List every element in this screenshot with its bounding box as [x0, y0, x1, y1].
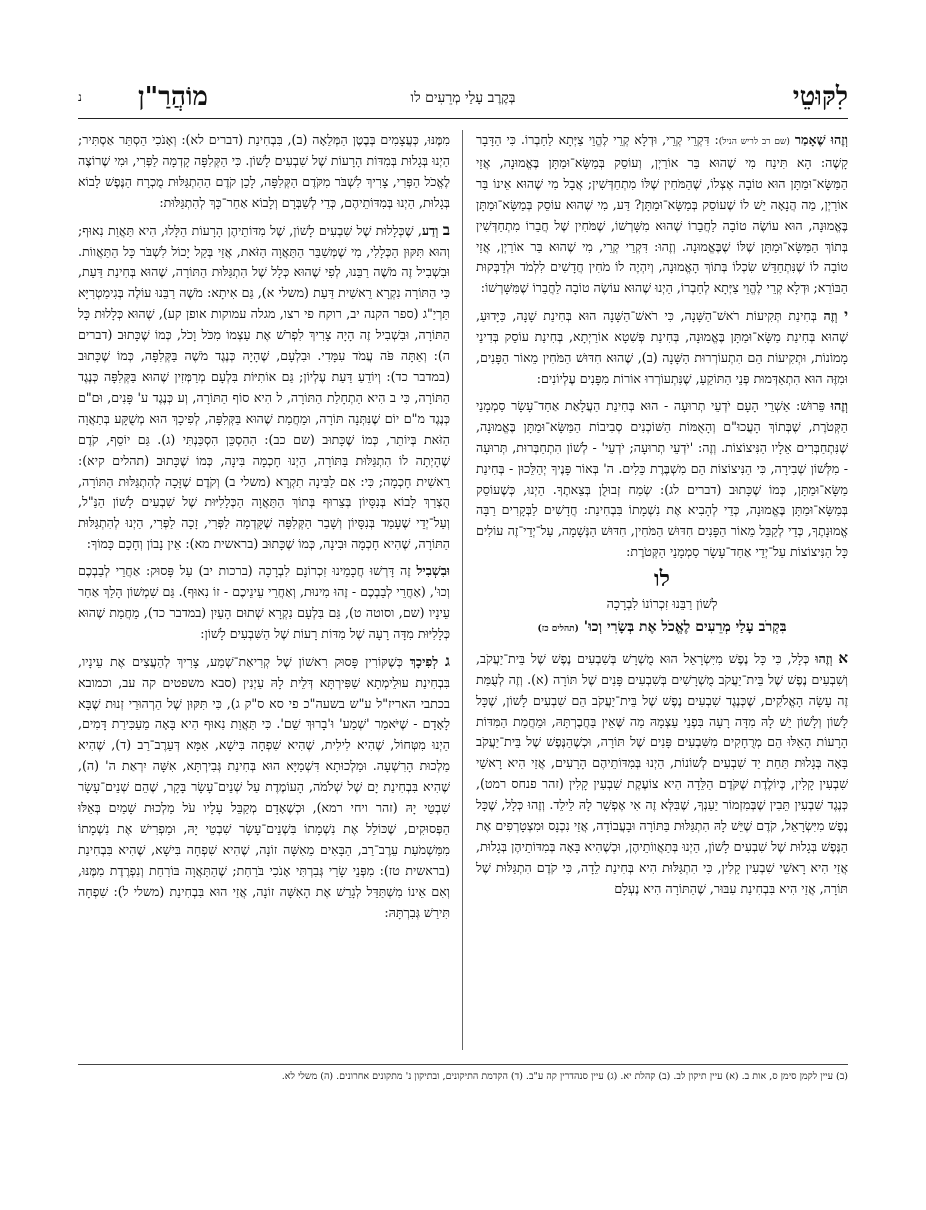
paragraph-lead: וְזֶהוּ	[815, 650, 833, 666]
paragraph	[78, 130, 450, 214]
book-title-left: מוֹהֲרַ"ן	[138, 82, 208, 112]
source-ref: (שם רב לריש הניל)	[718, 137, 790, 147]
paragraph-text: : דִּקְרֵי קְרֵי, וּדְלָא קְרֵי לֶהֱוֵי צַיְּתָא לַחַבְרוֹ. כִּי הַדָּבָר קָשֶׁה: הָא תִּינַח מִי שֶׁהוּא בַּר אוֹרַיְן, וְעוֹסֵק בְּמַשָּׂא־וּמַתָּן בֶּאֱמוּנָה, אֲזַי הַמַּשָּׂא־וּמַתָּן הוּא טוֹבָה אֶצְלוֹ, שֶׁהַמֹּחִין שֶׁלּוֹ מִתְחַדְּשִׁין; אֲבָל מִי שֶׁהוּא אֵינוֹ בַּר אוֹרַיְן, מַה הֲנָאָה יֵשׁ לוֹ שֶׁעוֹסֵק בְּמַשָּׂא־וּמַתָּן? דַּע, מִי שֶׁהוּא עוֹסֵק בְּמַשָּׂא־וּמַתָּן בֶּאֱמוּנָה, הוּא עוֹשֶׂה טוֹבָה לַחֲבֵרוֹ שֶׁהוּא מִשָּׁרְשׁוֹ, שֶׁמֹּחִין שֶׁל חֲבֵרוֹ מִתְחַדְּשִׁין בְּתוֹךְ הַמַּשָּׂא־וּמַתָּן שֶׁלּוֹ שֶׁבֶּאֱמוּנָה. וְזֶהוּ: דִּקְרֵי קְרֵי, מִי שֶׁהוּא בַּר אוֹרַיְן, אֲזַי טוֹבָה לוֹ שֶׁנִּתְחַדֵּשׁ שִׂכְלוֹ בְּתוֹךְ הָאֱמוּנָה, וְיִהְיֶה לוֹ מֹחִין חֲדָשִׁים לִלְמֹד וּלְדַבְּקוּת הַבּוֹרֵא; וּדְלָא קְרֵי לֶהֱוֵי צַיְּתָא לְחַבְרוֹ, הַיְנוּ שֶׁהוּא עוֹשֶׂה טוֹבָה לַחֲבֵרוֹ שֶׁמִּשָּׁרְשׁוֹ:	[476, 132, 848, 296]
left-column	[78, 130, 450, 1050]
paragraph-lead: וְזֶהוּ	[830, 397, 848, 413]
paragraph-text: כְּשֶׁקּוֹרִין פָּסוּק רִאשׁוֹן שֶׁל קְרִיאַת־שְׁמַע, צָרִיךְ לְהַעֲצִים אֶת עֵינָיו, בִּבְחִינַת עוּלֵימְתָא שַׁפִּירְתָּא דְּלֵית לָהּ עַיְנִין (סבא משפטים קה עב, וכמובא בכתבי האריז"ל ע"ש בשעה"כ פי סא ס"ק ג), כִּי תִּקּוּן שֶׁל הַרְהוּרֵי זְנוּת שֶׁבָּא לָאָדָם - שֶׁיֹּאמַר 'שְׁמַע' וּ'בָרוּךְ שֵׁם'. כִּי תַּאֲוַת נִאוּף הִיא בָּאָה מֵעַכִּירַת דָּמִים, הַיְנוּ מִטְּחוֹל, שֶׁהִיא לִילִית, שֶׁהִיא שִׁפְחָה בִּישָׁא, אִמָּא דְּעֵרֶב־רַב (ד), שֶׁהִיא מַלְכוּת הָרִשְׁעָה. וּמַלְכוּתָא דִּשְׁמַיָּא הוּא בְּחִינַת גְּבִירְתָּא, אִשָּׁה יִרְאַת ה' (ה), שֶׁהִיא בִּבְחִינַת יָם שֶׁל שְׁלֹמֹה, הָעוֹמֶדֶת עַל שְׁנֵים־עָשָׂר בָּקָר, שֶׁהֵם שְׁנֵים־עָשָׂר שִׁבְטֵי יָהּ (זהר ויחי רמא), וּכְשֶׁאָדָם מְקַבֵּל עָלָיו עֹל מַלְכוּת שָׁמַיִם בְּאֵלּוּ הַפְּסוּקִים, שֶׁכּוֹלֵל אֶת נִשְׁמָתוֹ בִּשְׁנֵים־עָשָׂר שִׁבְטֵי יָהּ, וּמַפְרִישׁ אֶת נִשְׁמָתוֹ מִמַּשְׁמֹעַת עֵרֶב־רַב, הַבָּאִים מֵאִשָּׁה זוֹנָה, שֶׁהִיא שִׁפְחָה בִּישָׁא, שֶׁהִיא בִּבְחִינַת (בראשית טז): מִפְּנֵי שָׂרַי גְּבִרְתִּי אָנֹכִי בֹּרַחַת; שֶׁהַתַּאֲוָה בּוֹרַחַת וְנִפְרֶדֶת מִמֶּנּוּ, וְאִם אֵינוֹ מִשְׁתַּדֵּל לְגָרֵשׁ אֶת הָאִשָּׁה זוֹנָה, אֲזַי הוּא בִּבְחִינַת (משלי ל): שִׁפְחָה תִּירַשׁ גְּבִרְתָּהּ:	[78, 653, 450, 920]
page-number: נ	[78, 90, 82, 104]
footnote-rule	[78, 1064, 848, 1065]
paragraph-lead: לְפִיכָךְ	[409, 653, 439, 669]
paragraph-lead: וְזֶה	[823, 308, 838, 324]
paragraph	[78, 561, 450, 645]
paragraph	[476, 130, 848, 299]
paragraph-text: , שֶׁכְּלָלוּת שֶׁל שִׁבְעִים לָשׁוֹן, שֶׁל מִדּוֹתֵיהֶן הָרָעוֹת הַלָּלוּ, הִיא תַּאֲוַת נִאוּף; וְהוּא תִּקּוּן הַכְּלָלִי, מִי שֶׁמְּשַׁבֵּר הַתַּאֲוָה הַזֹּאת, אֲזַי בְּקַל יָכוֹל לִשְׁבֹּר כָּל הַתַּאֲווֹת. וּבִשְׁבִיל זֶה מֹשֶׁה רַבֵּנוּ, לְפִי שֶׁהוּא כְּלָל שֶׁל הִתְגַּלּוּת הַתּוֹרָה, שֶׁהוּא בְּחִינַת דַּעַת, כִּי הַתּוֹרָה נִקְרָא רֵאשִׁית דַּעַת (משלי א), גַּם אִיתָא: מֹשֶׁה רַבֵּנוּ עוֹלֶה בְּגִימַטְרִיָּא תַּרְיַ"ג (ספר הקנה יב, רוקח פי רצו, מגלה עמוקות אופן קע), שֶׁהוּא כְּלָלוּת כָּל הַתּוֹרָה, וּבִשְׁבִיל זֶה הָיָה צָרִיךְ לִפְרֹשׁ אֶת עַצְמוֹ מִכֹּל וָכֹל, כְּמוֹ שֶׁכָּתוּב (דברים ה): וְאַתָּה פֹּה עֲמֹד עִמָּדִי. וּבִלְעָם, שֶׁהָיָה כְּנֶגֶד מֹשֶׁה בַּקְּלִפָּה, כְּמוֹ שֶׁכָּתוּב (במדבר כד): וְיוֹדֵעַ דַּעַת עֶלְיוֹן; גַּם אוֹתִיּוֹת בִּלְעָם מְרַמְּזִין שֶׁהוּא בַּקְּלִפָּה כְּנֶגֶד הַתּוֹרָה, כִּי ב הִיא הַתְחָלַת הַתּוֹרָה, ל הִיא סוֹף הַתּוֹרָה, וְע כְּנֶגֶד ע' פָּנִים, וּם"ם כְּנֶגֶד מ"ם יוֹם שֶׁנִּתְּנָה תּוֹרָה, וּמֵחֲמַת שֶׁהוּא בַּקְּלִפָּה, לְפִיכָךְ הוּא מְשֻׁקָּע בְּתַאֲוָה הַזֹּאת בְּיוֹתֵר, כְּמוֹ שֶׁכָּתוּב (שם כב): הַהַסְכֵּן הִסְכַּנְתִּי (ג). גַּם יוֹסֵף, קֹדֶם שֶׁהָיְתָה לוֹ הִתְגַּלּוּת בַּתּוֹרָה, הַיְנוּ חָכְמָה בִּינָה, כְּמוֹ שֶׁכָּתוּב (תהלים קיא): רֵאשִׁית חָכְמָה; כִּי: אִם לַבִּינָה תִקְרָא (משלי ב) וְקֹדֶם שֶׁזָּכָה לְהִתְגַּלּוּת הַתּוֹרָה, הֻצְרַךְ לָבוֹא בְּנִסָּיוֹן בְּצֵרוּף בְּתוֹךְ הַתַּאֲוָה הַכְּלָלִיּוּת שֶׁל שִׁבְעִים לָשׁוֹן הַנַּ"ל, וְעַל־יְדֵי שֶׁעָמַד בְּנִסָּיוֹן וְשָׁבַר הַקְּלִפָּה שֶׁקָּדְמָה לַפְּרִי, זָכָה לַפְּרִי, הַיְנוּ לְהִתְגַּלּוּת הַתּוֹרָה, שֶׁהִיא חָכְמָה וּבִינָה, כְּמוֹ שֶׁכָּתוּב (בראשית מא): אֵין נָבוֹן וְחָכָם כָּמוֹךָ:	[78, 222, 450, 552]
running-head: בְּקֶרֶב עָלַי מְרֵעִים לו	[410, 90, 516, 106]
paragraph-text: מִמֶּנּוּ, כְּעֲצָמִים בְּבֶטֶן הַמְּלֵאָה (ב), בִּבְחִינַת (דברים לא): וְאָנֹכִי הַסְתֵּר אַסְתִּיר; הַיְנוּ בְּגָלוּת בְּמִדּוֹת הָרָעוֹת שֶׁל שִׁבְעִים לָשׁוֹן. כִּי הַקְּלִפָּה קָדְמָה לַפְּרִי, וּמִי שֶׁרוֹצֶה לֶאֱכֹל הַפְּרִי, צָרִיךְ לִשְׁבֹּר מִקֹּדֶם הַקְּלִפָּה, לָכֵן קֹדֶם הַהִתְגַּלּוּת מֻכְרָח הַנֶּפֶשׁ לָבוֹא בְּגָלוּת, הַיְנוּ בְּמִדּוֹתֵיהֶם, כְּדֵי לְשַׁבְּרָם וְלָבוֹא אַחַר־כָּךְ לְהִתְגַּלּוּת:	[78, 132, 450, 210]
paragraph-lead: וְזֶהוּ שֶׁאָמַר	[794, 132, 848, 147]
paragraph	[78, 651, 450, 924]
chapter-subtitle: לְשׁוֹן רַבֵּנוּ זִכְרוֹנוֹ לִבְרָכָה	[606, 596, 718, 612]
paragraph-text: כְּלָל, כִּי כָּל נֶפֶשׁ מִיִּשְׂרָאֵל הוּא מֻשְׁרָשׁ בְּשִׁבְעִים נֶפֶשׁ שֶׁל בֵּית־יַעֲקֹב, וְשִׁבְעִים נֶפֶשׁ שֶׁל בֵּית־יַעֲקֹב מֻשְׁרָשִׁים בְּשִׁבְעִים פָּנִים שֶׁל תּוֹרָה (א). וְזֶה לְעֻמַּת זֶה עָשָׂה הָאֱלֹקִים, שֶׁכְּנֶגֶד שִׁבְעִים נֶפֶשׁ שֶׁל בֵּית־יַעֲקֹב הֵם שִׁבְעִים לָשׁוֹן, שֶׁכָּל לָשׁוֹן וְלָשׁוֹן יֵשׁ לָהּ מִדָּה רָעָה בִּפְנֵי עַצְמָהּ מַה שֶּׁאֵין בַּחֲבֶרְתָּהּ, וּמֵחֲמַת הַמִּדּוֹת הָרָעוֹת הָאֵלּוּ הֵם מְרֻחָקִים מִשִּׁבְעִים פָּנִים שֶׁל תּוֹרָה, וּכְשֶׁהַנֶּפֶשׁ שֶׁל בֵּית־יַעֲקֹב בָּאָה בְּגָלוּת תַּחַת יַד שִׁבְעִים לְשׁוֹנוֹת, הַיְנוּ בְּמִדּוֹתֵיהֶם הָרָעִים, אֲזַי הִיא רָאשֵׁי שִׁבְעִין קָלִין, כְּיוֹלֶדֶת שֶׁקֹּדֶם הַלֵּדָה הִיא צוֹעֶקֶת שִׁבְעִין קָלִין (זהר פנחס רמט), כְּנֶגֶד שִׁבְעִין תֵּבִין שֶׁבְּמִזְמוֹר יַעַנְךָ, שֶׁבִּלְּא זֶה אִי אֶפְשָׁר לָהּ לֵילֵד. וְזֶהוּ כְּלָל, שֶׁכָּל נֶפֶשׁ מִיִּשְׂרָאֵל, קֹדֶם שֶׁיֵּשׁ לָהּ הִתְגַּלּוּת בַּתּוֹרָה וּבָעֲבוֹדָה, אֲזַי נִכְנָס וּמִצְטָרְפִים אֶת הַנֶּפֶשׁ בְּגָלוּת שֶׁל שִׁבְעִים לָשׁוֹן, הַיְנוּ בְּתַאֲווֹתֵיהֶן, וּכְשֶׁהִיא בָּאָה בְּמִדּוֹתֵיהֶן בְּגָלוּת, אֲזַי הִיא רָאשֵׁי שִׁבְעִין קָלִין, כִּי הִתְגַּלּוּת הִיא בְּחִינַת לֵדָה, כִּי קֹדֶם הִתְגַּלּוּת שֶׁל תּוֹרָה, אֲזַי הִיא בִּבְחִינַת עִבּוּר, שֶׁהַתּוֹרָה הִיא נֶעְלָם	[476, 650, 848, 896]
footnotes: (ב) עיין לקמן סימן ס, אות ב. (א) עיין תיקון לב. (ב) קהלת יא. (ג) עיין סנהדרין קה ע"ב. (ד) הקדמת התיקונים, ובתיקון נ' מתקונים אחרונים. (ה) משלי לא.	[281, 1071, 848, 1082]
paragraph	[78, 220, 450, 556]
paragraph-lead: וְדַע	[421, 222, 439, 238]
right-column	[476, 130, 848, 1050]
paragraph-text: בְּחִינַת תְּקִיעוֹת רֹאשׁ־הַשָּׁנָה, כִּי רֹאשׁ־הַשָּׁנָה הוּא בְּחִינַת שָׁנָה, כַּיָּדוּעַ, שֶׁהוּא בְּחִינַת מַשָּׂא־וּמַתָּן בֶּאֱמוּנָה, בְּחִינַת פְּשִׁטָא אוֹרַיְתָא, בְּחִינַת עוֹסֵק בְּדִינֵי מָמוֹנוֹת, וּתְקִיעוֹת הֵם הִתְעוֹרְרוּת הַשָּׁנָה (ב), שֶׁהוּא חִדּוּשׁ הַמֹּחִין מֵאוֹר הַפָּנִים, וּמִזֶּה הוּא הִתְאַדְּמוּת פְּנֵי הַתּוֹקֵעַ, שֶׁנִּתְעוֹרְרוּ אוֹרוֹת מִפָּנִים עֶלְיוֹנִים:	[476, 308, 848, 386]
section-number: ב	[442, 220, 450, 239]
book-title-right: לִקּוּטֵי	[792, 82, 848, 112]
paragraph-lead: וּבִשְׁבִיל	[416, 563, 450, 579]
page-header	[78, 78, 848, 119]
column-divider	[462, 130, 463, 1050]
chapter-verse-ref: (תהלים כז)	[537, 623, 579, 634]
chapter-verse-text: בִּקְרֹב עָלַי מְרֵעִים לֶאֱכֹל אֶת בְּשָׂרִי וְכוּ'	[583, 618, 787, 635]
chapter-verse	[476, 617, 848, 640]
section-number: י	[844, 306, 848, 325]
paragraph	[476, 305, 848, 390]
paragraph-text: זֶה דָּרְשׁוּ חֲכָמֵינוּ זִכְרוֹנָם לִבְרָכָה (ברכות יב) עַל פָּסוּק: אַחֲרֵי לְבַבְכֶם וְכוּ', (אַחֲרֵי לְבַבְכֶם - זֶהוּ מִינוּת, וְאַחֲרֵי עֵינֵיכֶם - זוֹ נִאוּף). גַּם שִׁמְשׁוֹן הָלַךְ אַחַר עֵינָיו (שם, וסוטה ט), גַּם בִּלְעָם נִקְרָא שְׁתוּם הָעַיִן (במדבר כד), מֵחֲמַת שֶׁהוּא כְּלָלִיּוּת מִדָּה רָעָה שֶׁל מִדּוֹת רָעוֹת שֶׁל הַשִּׁבְעִים לָשׁוֹן:	[78, 563, 450, 641]
section-number: ג	[445, 651, 450, 670]
section-number: א	[838, 648, 848, 667]
paragraph	[476, 648, 848, 900]
paragraph-text: פֵּרוּשׁ: אַשְׁרֵי הָעָם יֹדְעֵי תְרוּעָה - הוּא בְּחִינַת הַעֲלָאַת אַחַד־עָשָׂר סַמְמָנֵי הַקְּטֹרֶת, שֶׁבְּתוֹךְ הָעֲכוּ"ם וְהָאֻמּוֹת הַשּׁוֹכְנִים סְבִיבוֹת הַמַּשָּׂא־וּמַתָּן בֶּאֱמוּנָה, שֶׁנִּתְחַבְּרִים אֵלָיו הַנִּיצוֹצוֹת. וְזֶה: 'יֹדְעֵי תְרוּעָה; יֹדְעֵי' - לְשׁוֹן הִתְחַבְּרוּת, תְּרוּעָה - מִלְּשׁוֹן שְׁבִירָה, כִּי הַנִּיצוֹצוֹת הֵם מִשְׁבֶּרֶת כֵּלִים. ה' בְּאוֹר פָּנֶיךָ יְהַלֵּכוּן - בְּחִינַת מַשָּׂא־וּמַתָּן, כְּמוֹ שֶׁכָּתוּב (דברים לג): שְׂמַח זְבוּלֻן בְּצֵאתֶךָ. הַיְנוּ, כְּשֶׁעוֹסֵק בְּמַשָּׂא־וּמַתָּן בֶּאֱמוּנָה, כְּדֵי לְהָבִיא אֶת נִשְׁמָתוֹ בִּבְחִינַת: חֲדָשִׁים לַבְּקָרִים רַבָּה אֱמוּנָתֶךָ, כְּדֵי לְקַבֵּל מֵאוֹר הַפָּנִים חִדּוּשׁ הַמֹּחִין, חִדּוּשׁ הַנְּשָׁמָה, עַל־יְדֵי־זֶה עוֹלִים כָּל הַנִּיצוֹצוֹת עַל־יְדֵי אַחַד־עָשָׂר סַמְמָנֵי הַקְּטֹרֶת:	[476, 397, 848, 560]
paragraph	[476, 396, 848, 563]
chapter-number: לו	[654, 566, 670, 593]
